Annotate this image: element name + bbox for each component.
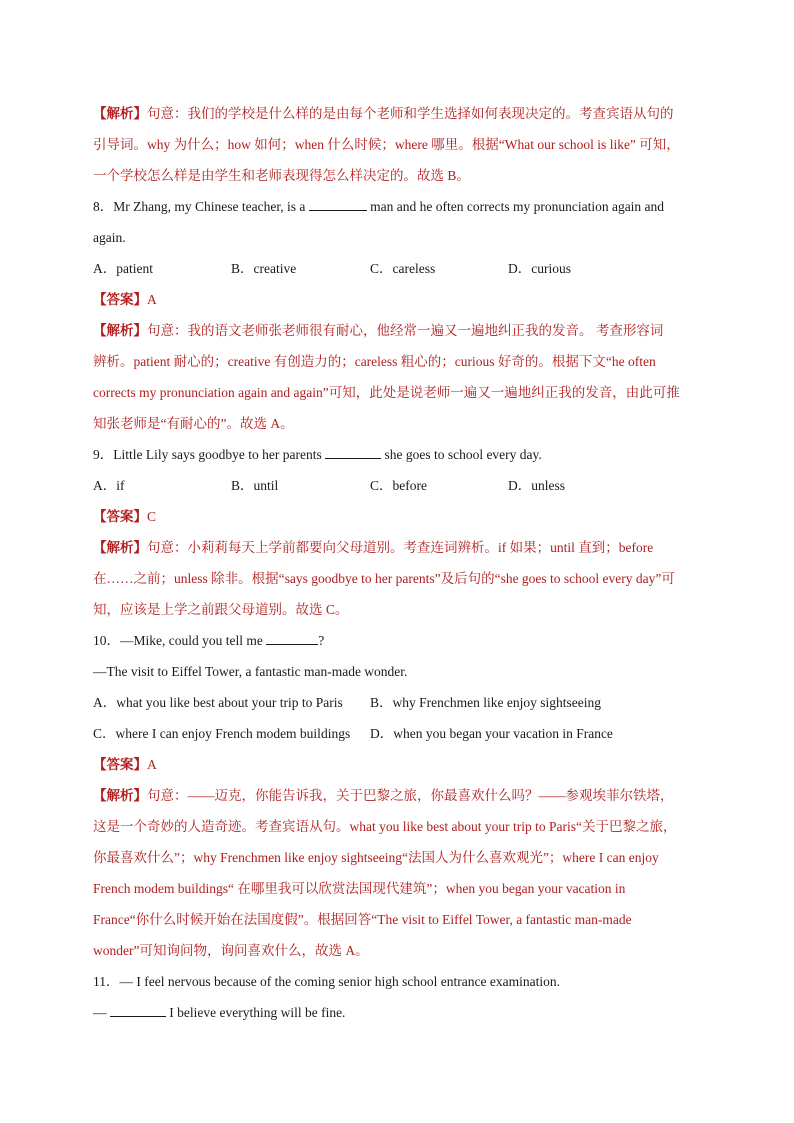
q8-options [93, 253, 705, 284]
q10-options-row-2 [93, 718, 705, 749]
q11-reply: — I believe everything will be fine. [93, 997, 705, 1028]
q8-answer-value: A [147, 292, 157, 307]
q10-blank [266, 630, 318, 645]
q9-options [93, 470, 705, 501]
q10-analysis-line-4: French modem buildings“ 在哪里我可以欣赏法国现代建筑”；when you began your vacation in [93, 881, 626, 896]
q8-analysis-line-2: 辨析。patient 耐心的；creative 有创造力的；careless 粗心的；curious 好奇的。根据下文“he often [93, 354, 656, 369]
q9-answer-value: C [147, 509, 157, 524]
q8-stem-line-2: again. [93, 230, 126, 245]
q9-option-a: A．if [93, 478, 125, 493]
q9-answer: 【答案】C [93, 509, 157, 524]
q10-answer-value: A [147, 757, 157, 772]
q8-option-b: B．creative [231, 261, 297, 276]
q10-stem: 10．—Mike, could you tell me ? [93, 625, 705, 656]
q9-analysis-line-3: 知，应该是上学之前跟父母道别。故选 C。 [93, 602, 349, 617]
q11-blank [110, 1002, 166, 1017]
q8-option-a: A．patient [93, 261, 153, 276]
q7-analysis-line-1: 【解析】句意：我们的学校是什么样的是由每个老师和学生选择如何表现决定的。考查宾语从句的 [93, 106, 674, 121]
q7-analysis-line-3: 一个学校怎么样是由学生和老师表现得怎么样决定的。故选 B。 [93, 168, 470, 183]
q9-blank [325, 444, 381, 459]
q8-option-c: C．careless [370, 261, 436, 276]
q8-option-d: D．curious [508, 261, 571, 276]
q10-analysis-line-5: France“你什么时候开始在法国度假”。根据回答“The visit to Eiffel Tower, a fantastic man-made [93, 912, 632, 927]
q9-analysis-line-1: 【解析】句意：小莉莉每天上学前都要向父母道别。考查连词辨析。if 如果；until 直到；before [93, 540, 654, 555]
q8-analysis-line-4: 知张老师是“有耐心的”。故选 A。 [93, 416, 294, 431]
q9-option-c: C．before [370, 478, 427, 493]
q7-analysis-tag: 【解析】 [93, 106, 147, 121]
document-content [93, 98, 705, 1028]
q9-stem: 9．Little Lily says goodbye to her parents she goes to school every day. [93, 439, 705, 470]
q8-blank [309, 196, 367, 211]
q10-option-b: B．why Frenchmen like enjoy sightseeing [370, 695, 601, 710]
q8-answer: 【答案】A [93, 292, 157, 307]
q9-option-d: D．unless [508, 478, 565, 493]
q10-stem-line-2: —The visit to Eiffel Tower, a fantastic man-made wonder. [93, 664, 408, 679]
q10-option-a: A．what you like best about your trip to Paris [93, 695, 343, 710]
q8-analysis-line-1: 【解析】句意：我的语文老师张老师很有耐心，他经常一遍又一遍地纠正我的发音。 考查形容词 [93, 323, 664, 338]
q9-analysis-line-2: 在……之前；unless 除非。根据“says goodbye to her parents”及后句的“she goes to school every day”可 [93, 571, 675, 586]
q10-analysis-line-2: 这是一个奇妙的人造奇迹。考查宾语从句。what you like best about your trip to Paris“关于巴黎之旅， [93, 819, 677, 834]
q9-option-b: B．until [231, 478, 279, 493]
q8-stem: 8．Mr Zhang, my Chinese teacher, is a man and he often corrects my pronunciation again and [93, 191, 705, 222]
q10-answer: 【答案】A [93, 757, 157, 772]
q8-analysis-line-3: corrects my pronunciation again and again”可知，此处是说老师一遍又一遍地纠正我的发音，由此可推 [93, 385, 680, 400]
q11-stem: 11．— I feel nervous because of the coming senior high school entrance examination. [93, 974, 560, 989]
q10-option-c: C．where I can enjoy French modem buildings [93, 726, 351, 741]
q10-analysis-line-6: wonder”可知询问物，询问喜欢什么，故选 A。 [93, 943, 369, 958]
q10-option-d: D．when you began your vacation in France [370, 726, 613, 741]
q7-analysis-line-2: 引导词。why 为什么；how 如何；when 什么时候；where 哪里。根据“What our school is like” 可知， [93, 137, 680, 152]
q10-analysis-line-3: 你最喜欢什么”；why Frenchmen like enjoy sightseeing“法国人为什么喜欢观光”；where I can enjoy [93, 850, 659, 865]
q10-analysis-line-1: 【解析】句意：——迈克，你能告诉我，关于巴黎之旅，你最喜欢什么吗？——参观埃菲尔铁塔， [93, 788, 674, 803]
q10-options-row-1 [93, 687, 705, 718]
